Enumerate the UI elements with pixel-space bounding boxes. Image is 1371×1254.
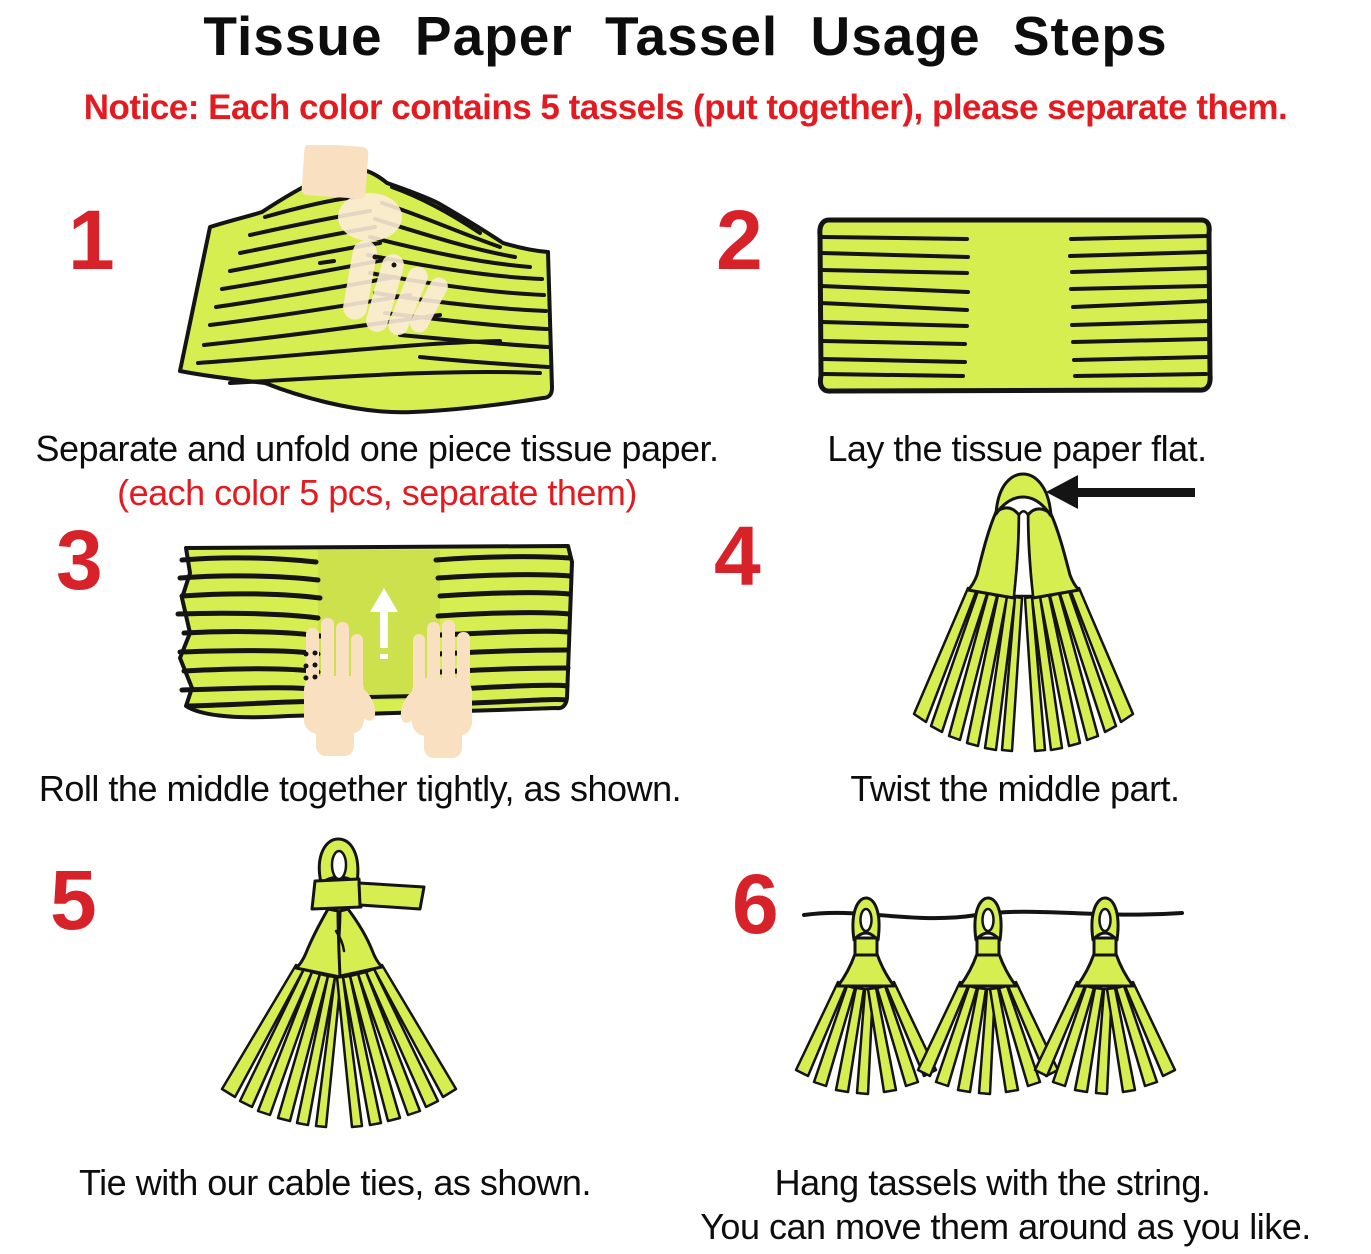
- page-title: Tissue Paper Tassel Usage Steps: [203, 5, 1168, 67]
- notice-text: Notice: Each color contains 5 tassels (put together), please separate them.: [83, 88, 1288, 127]
- step4-number: 4: [714, 509, 761, 603]
- step6-number: 6: [732, 857, 779, 951]
- left-limb: [296, 909, 340, 977]
- step3-illustration: [168, 538, 588, 768]
- wrist: [301, 145, 368, 199]
- step5-number: 5: [50, 853, 97, 947]
- left-fringes: [222, 965, 341, 1127]
- step5-illustration: [200, 835, 510, 1145]
- right-fringes: [337, 965, 456, 1127]
- step2-illustration: [815, 213, 1215, 398]
- step5-caption: Tie with our cable ties, as shown.: [79, 1162, 591, 1203]
- detail-dash: [320, 261, 334, 263]
- right-bundle: [1028, 509, 1079, 598]
- step4-caption: Twist the middle part.: [850, 768, 1180, 809]
- cable-tie-strap: [359, 883, 424, 909]
- hung-tassel-1: [796, 898, 936, 1094]
- loop-hole: [332, 851, 346, 879]
- left-arrow: [1046, 475, 1195, 509]
- left-bundle: [968, 508, 1019, 598]
- step4-illustration: [880, 470, 1210, 770]
- step1-illustration: [170, 145, 570, 435]
- step3-caption: Roll the middle together tightly, as shown.: [38, 768, 682, 809]
- left-fringes: [914, 588, 1022, 751]
- step6-illustration: [752, 885, 1202, 1110]
- right-fringes: [1025, 588, 1133, 751]
- step6-caption-line2: You can move them around as you like.: [700, 1206, 1311, 1247]
- step1-number: 1: [68, 193, 115, 287]
- detail-dot: [373, 255, 378, 260]
- step1-subcaption: (each color 5 pcs, separate them): [117, 472, 637, 513]
- cable-tie-band: [312, 879, 361, 909]
- step3-number: 3: [56, 513, 103, 607]
- step2-number: 2: [716, 193, 763, 287]
- step1-caption: Separate and unfold one piece tissue paper.: [35, 428, 719, 469]
- detail-dot: [392, 263, 397, 268]
- step6-caption: Hang tassels with the string.: [774, 1162, 1211, 1203]
- up-arrow-dash: [380, 654, 388, 659]
- step2-caption: Lay the tissue paper flat.: [827, 428, 1207, 469]
